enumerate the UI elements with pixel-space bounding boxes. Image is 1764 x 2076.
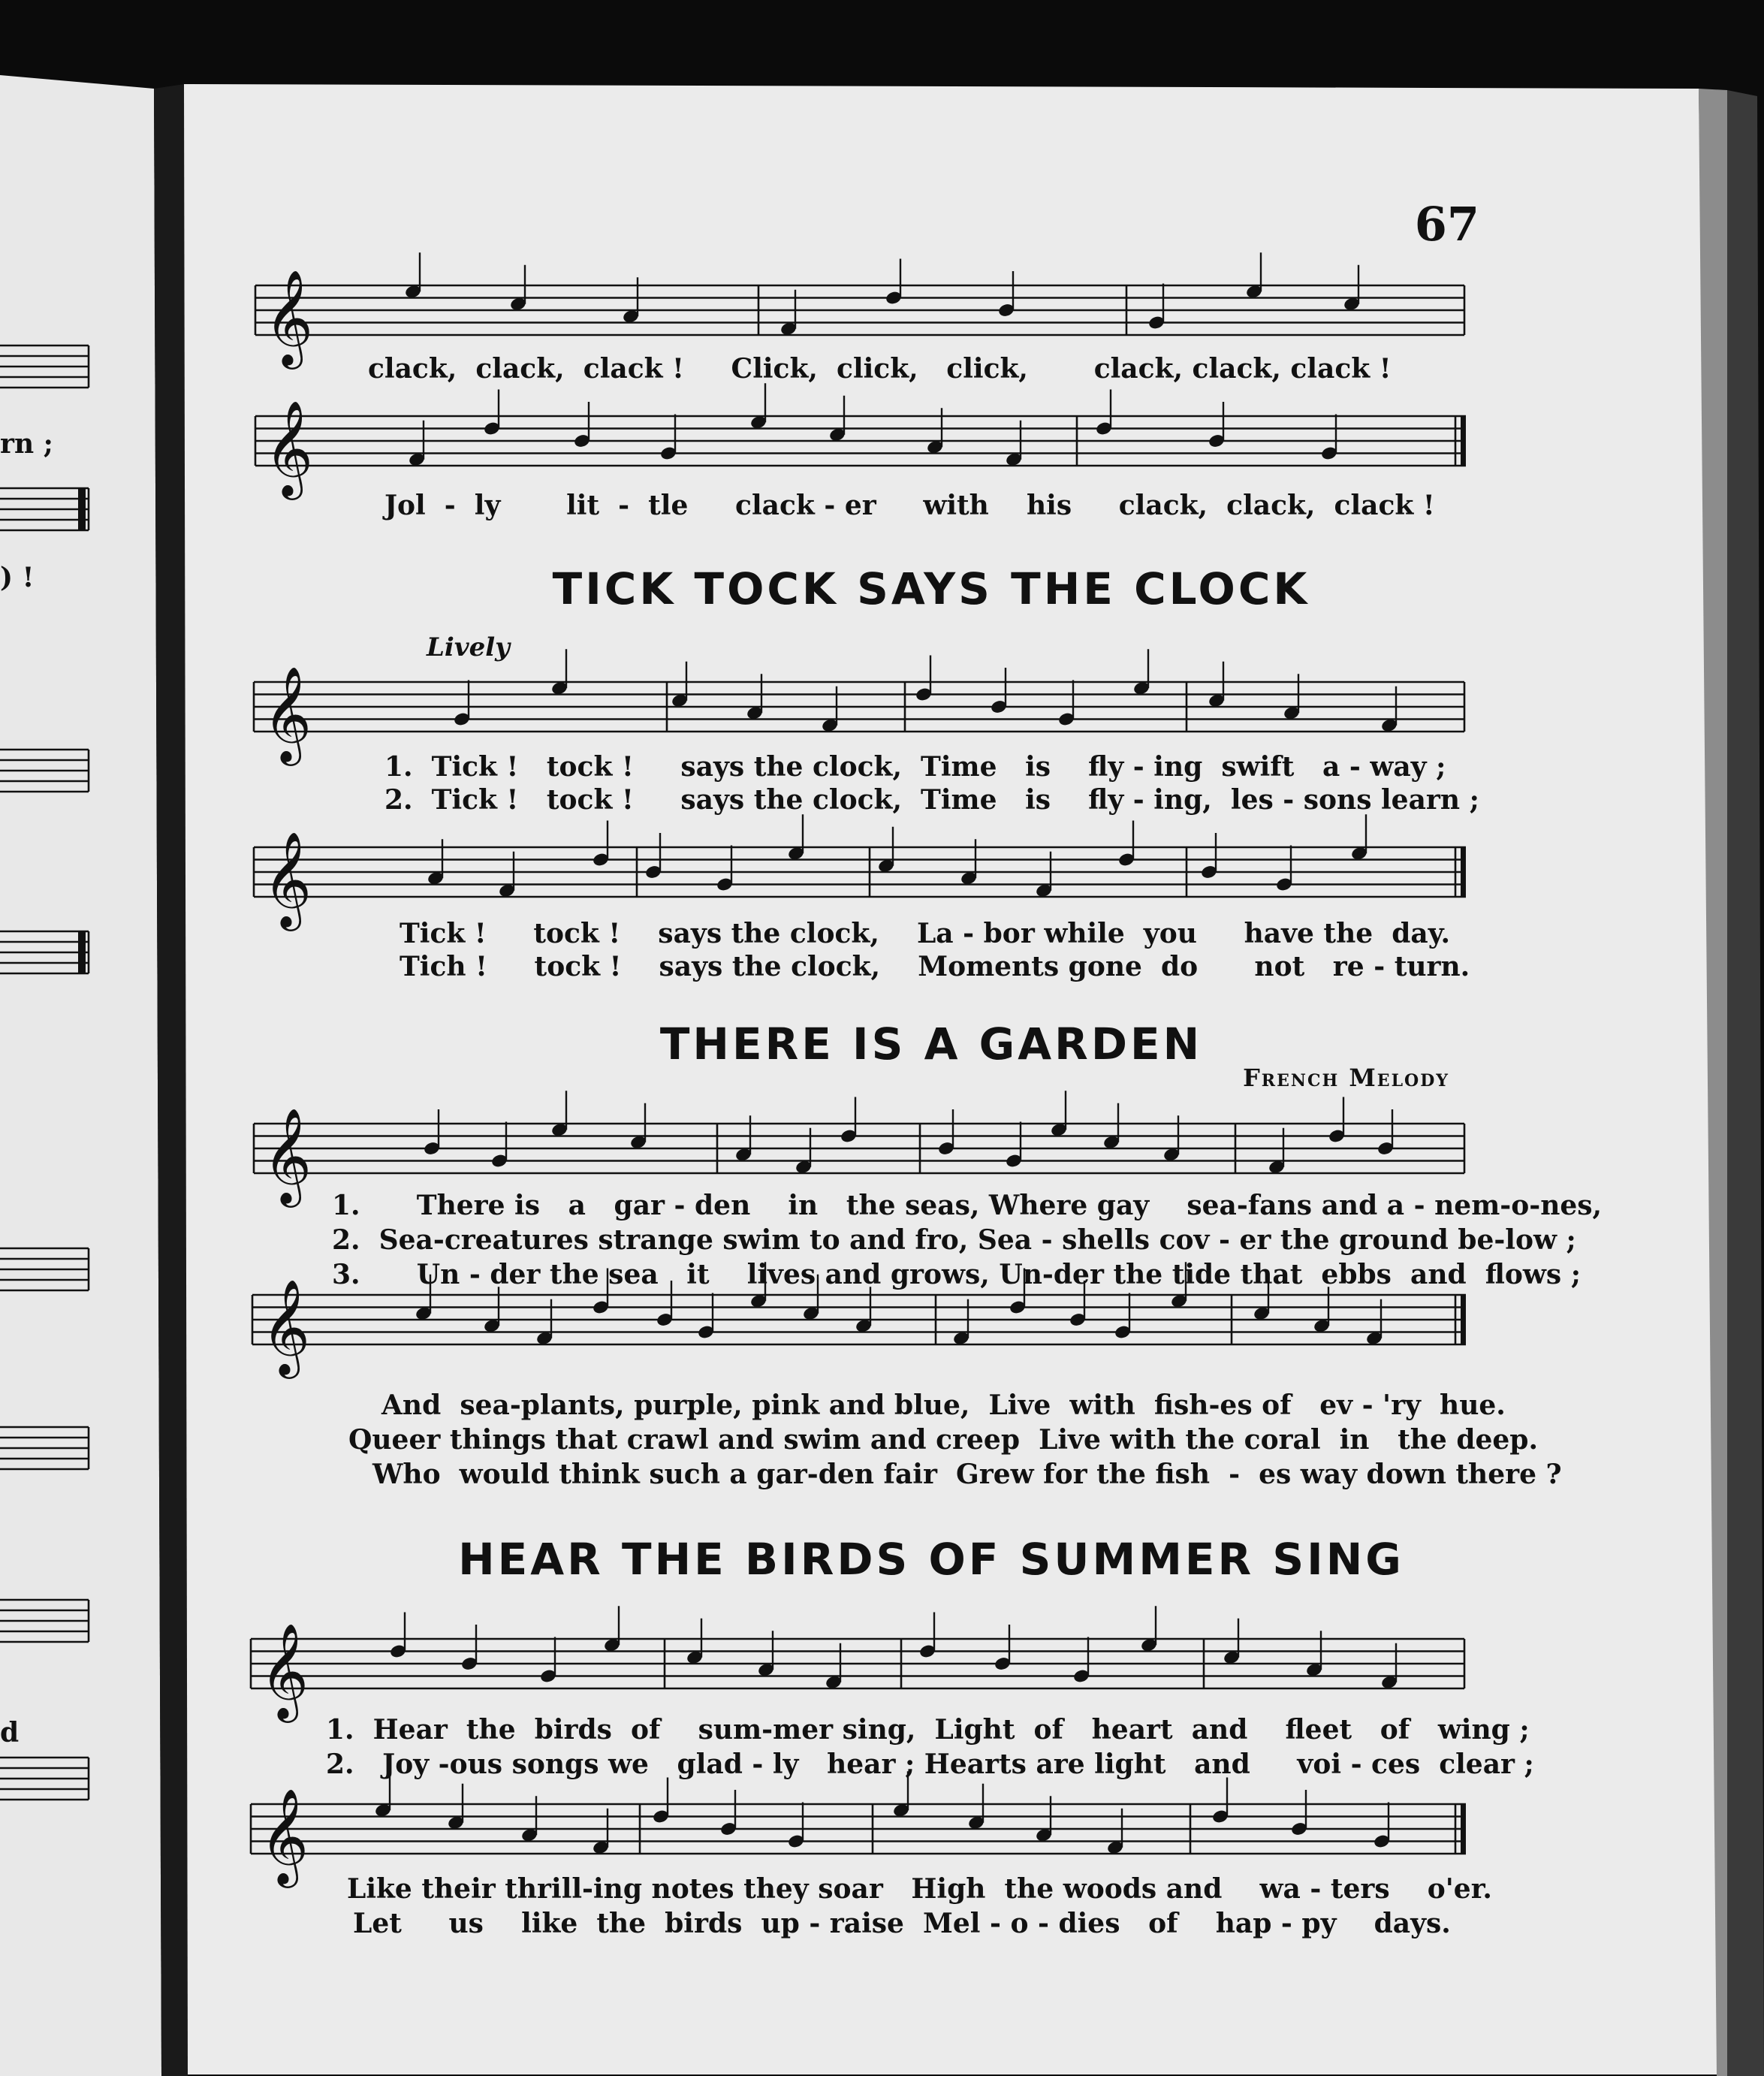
left-page-fragment: rn ; [0, 428, 53, 460]
treble-clef-icon: 𝄞 [263, 1107, 312, 1203]
treble-clef-icon: 𝄞 [264, 400, 314, 496]
treble-clef-icon: 𝄞 [261, 1278, 311, 1374]
treble-clef-icon: 𝄞 [263, 831, 312, 927]
tempo-marking: Lively [427, 632, 510, 662]
left-page-fragment: d [0, 1717, 20, 1749]
lyric-line: 1. Hear the birds of sum-mer sing, Light of heart and fleet of wing ; [326, 1714, 1530, 1746]
lyric-line: Queer things that crawl and swim and creep Live with the coral in the deep. [348, 1424, 1538, 1456]
lyric-line: 3. Un - der the sea it lives and grows, Un-der the tide that ebbs and flows ; [332, 1259, 1582, 1290]
treble-clef-icon: 𝄞 [260, 1622, 309, 1718]
song-title: THERE IS A GARDEN [659, 1018, 1203, 1070]
page-number: 67 [1414, 197, 1479, 252]
composer-credit: French Melody [1243, 1064, 1449, 1092]
treble-clef-icon: 𝄞 [264, 269, 314, 365]
lyric-line: 2. Sea-creatures strange swim to and fro, Sea - shells cov - er the ground be-low ; [332, 1224, 1576, 1256]
lyric-line: Let us like the birds up - raise Mel - o - dies of hap - py days. [353, 1908, 1451, 1939]
lyric-line: Tick ! tock ! says the clock, La - bor while you have the day. [400, 918, 1451, 949]
left-page-fragment: ) ! [0, 562, 35, 593]
lyric-line: And sea-plants, purple, pink and blue, Live with fish-es of ev - 'ry hue. [381, 1390, 1506, 1421]
lyric-line: 2. Joy -ous songs we glad - ly hear ; Hearts are light and voi - ces clear ; [326, 1749, 1534, 1780]
lyric-line: Like their thrill-ing notes they soar High the woods and wa - ters o'er. [347, 1873, 1492, 1905]
song-title: TICK TOCK SAYS THE CLOCK [552, 563, 1310, 614]
lyric-line: Who would think such a gar-den fair Grew for the fish - es way down there ? [372, 1459, 1562, 1490]
treble-clef-icon: 𝄞 [263, 665, 312, 762]
song-title: HEAR THE BIRDS OF SUMMER SING [458, 1534, 1404, 1585]
treble-clef-icon: 𝄞 [260, 1788, 309, 1884]
lyric-line: 2. Tick ! tock ! says the clock, Time is fly - ing, les - sons learn ; [384, 784, 1479, 816]
lyric-line: 1. Tick ! tock ! says the clock, Time is fly - ing swift a - way ; [384, 751, 1446, 783]
lyric-line: Jol - ly lit - tle clack - er with his clack, clack, clack ! [384, 490, 1435, 521]
lyric-line: clack, clack, clack ! Click, click, click, clack, clack, clack ! [368, 353, 1392, 385]
lyric-line: Tich ! tock ! says the clock, Moments gone do not re - turn. [400, 951, 1470, 982]
lyric-line: 1. There is a gar - den in the seas, Where gay sea-fans and a - nem-o-nes, [332, 1190, 1603, 1221]
